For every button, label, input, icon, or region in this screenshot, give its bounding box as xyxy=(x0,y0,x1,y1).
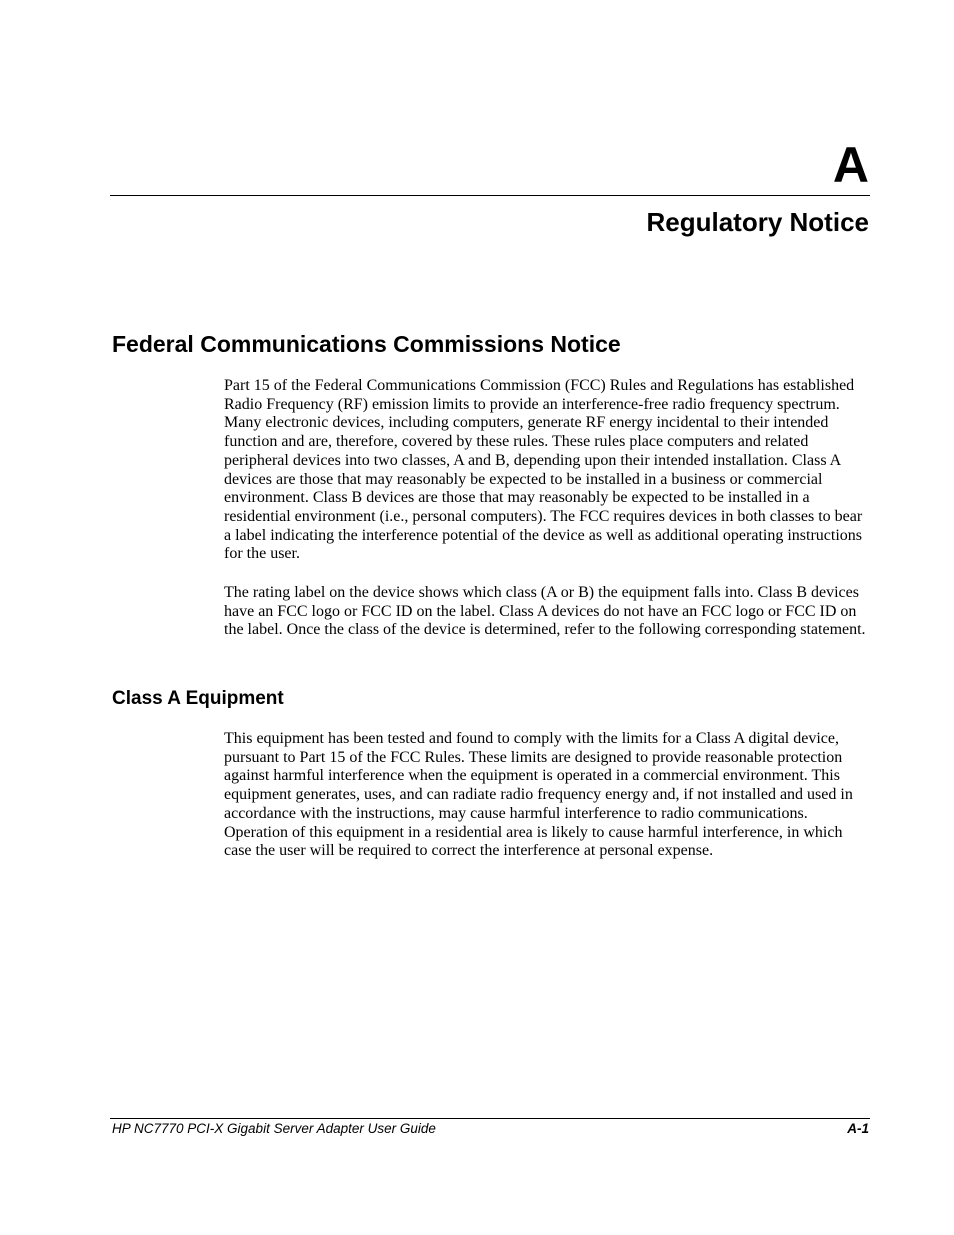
footer-divider xyxy=(110,1118,870,1119)
section-heading-fcc-notice: Federal Communications Commissions Notice xyxy=(112,331,621,357)
chapter-title: Regulatory Notice xyxy=(646,207,869,237)
footer-page-number: A-1 xyxy=(847,1121,869,1136)
fcc-notice-paragraph: Part 15 of the Federal Communications Commission (FCC) Rules and Regulations has established Radio Frequency (RF) emission limits to provide an interference-free radio frequency spectrum. Many electronic devices, including computers, generate RF energy incidental to their intended function and are, therefore, covered by these rules. These rules place computers and related peripheral devices into two classes, A and B, depending upon their intended installation. Class A devices are those that may reasonably be expected to be installed in a business or commercial environment. Class B devices are those that may reasonably be expected to be installed in a residential environment (i.e., personal computers). The FCC requires devices in both classes to bear a label indicating the interference potential of the device as well as additional operating instructions for the user. xyxy=(224,377,863,563)
rating-label-paragraph: The rating label on the device shows which class (A or B) the equipment falls into. Class B devices have an FCC logo or FCC ID on the label. Class A devices do not have an FCC logo or FCC ID on the label. Once the class of the device is determined, refer to the following corresponding statement. xyxy=(224,584,866,639)
chapter-divider xyxy=(110,195,870,196)
section-heading-class-a: Class A Equipment xyxy=(112,688,284,709)
class-a-paragraph: This equipment has been tested and found to comply with the limits for a Class A digital device, pursuant to Part 15 of the FCC Rules. These limits are designed to provide reasonable protection against harmful interference when the equipment is operated in a commercial environment. This equipment generates, uses, and can radiate radio frequency energy and, if not installed and used in accordance with the instructions, may cause harmful interference to radio communications. Operation of this equipment in a residential area is likely to cause harmful interference, in which case the user will be required to correct the interference at personal expense. xyxy=(224,730,853,860)
footer-document-title: HP NC7770 PCI-X Gigabit Server Adapter User Guide xyxy=(112,1121,436,1136)
chapter-letter: A xyxy=(832,137,869,193)
